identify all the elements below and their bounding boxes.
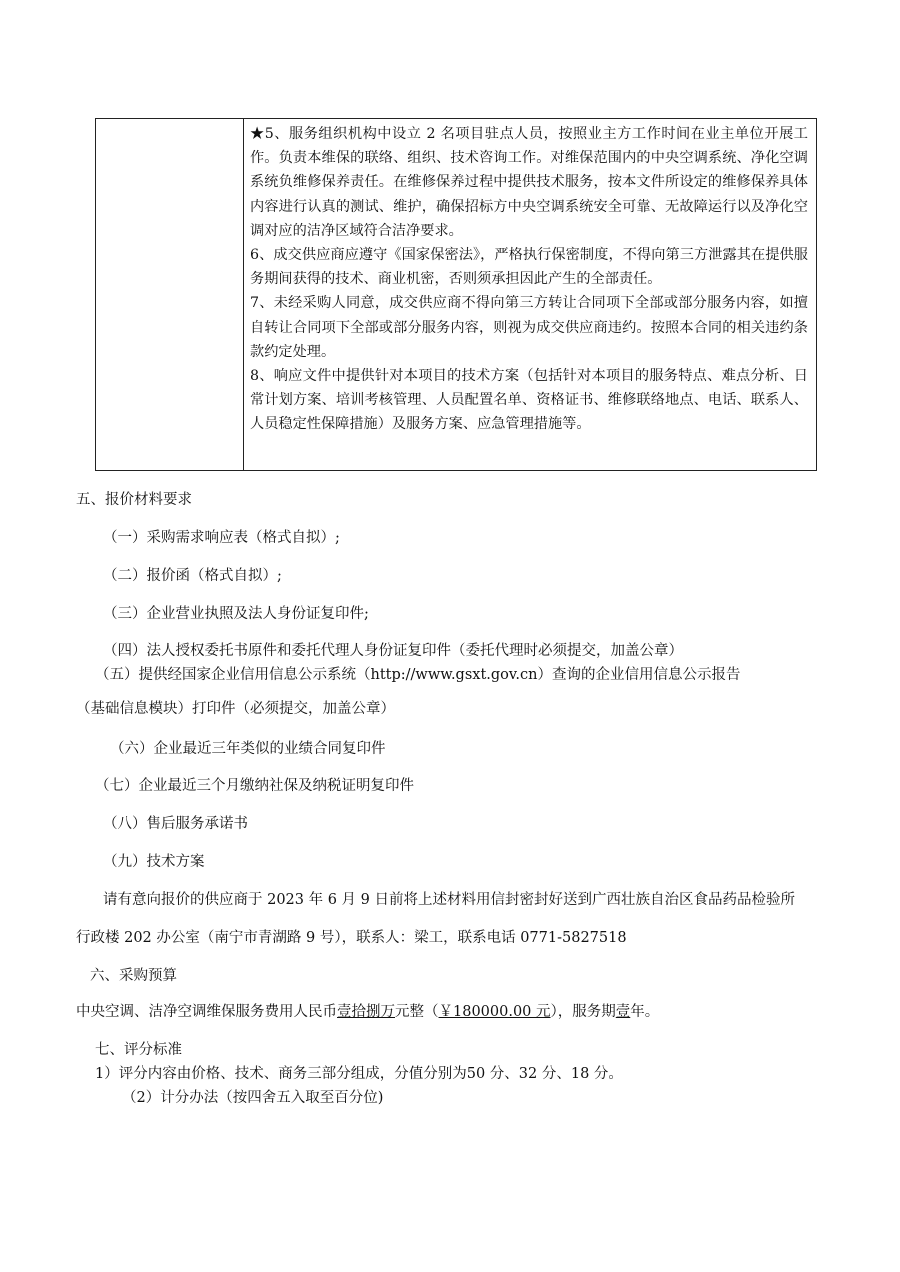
requirements-table: [95, 118, 817, 471]
budget-prefix: 中央空调、洁净空调维保服务费用人民币: [76, 1004, 337, 1020]
requirement-item-5: ★5、服务组织机构中设立 2 名项目驻点人员，按照业主方工作时间在业主单位开展工作。负责本维保的联络、组织、技术咨询工作。对维保范围内的中央空调系统、净化空调系统负维修保养责任。在维修保养过程中提供技术服务，按本文件所设定的维修保养具体内容进行认真的测试、维护，确保招标方中央空调系统安全可靠、无故障运行以及净化空调对应的洁净区域符合洁净要求。: [250, 126, 808, 239]
budget-suffix: 年。: [630, 1004, 660, 1020]
section5-item-3: （三）企业营业执照及法人身份证复印件;: [103, 606, 369, 622]
budget-amount-figures: ￥180000.00 元: [438, 1004, 551, 1020]
requirements-content-cell: [244, 119, 816, 470]
section5-item-2: （二）报价函（格式自拟）;: [103, 568, 282, 584]
section5-item-4: （四）法人授权委托书原件和委托代理人身份证复印件（委托代理时必须提交，加盖公章）: [103, 643, 683, 659]
requirement-item-8: 8、响应文件中提供针对本项目的技术方案（包括针对本项目的服务特点、难点分析、日常计划方案、培训考核管理、人员配置名单、资格证书、维修联络地点、电话、联系人、人员稳定性保障措施）及服务方案、应急管理措施等。: [250, 368, 808, 433]
section6-heading: 六、采购预算: [90, 968, 177, 984]
budget-amount-words: 壹拾捌万: [337, 1004, 395, 1020]
budget-mid2: ），服务期: [550, 1004, 616, 1020]
section5-heading: 五、报价材料要求: [76, 492, 192, 508]
budget-statement: [76, 1000, 659, 1021]
section5-item-8: （八）售后服务承诺书: [103, 816, 248, 832]
section5-item-6: （六）企业最近三年类似的业绩合同复印件: [110, 741, 386, 757]
section5-item-9: （九）技术方案: [103, 854, 205, 870]
submission-instructions-line1: 请有意向报价的供应商于 2023 年 6 月 9 日前将上述材料用信封密封好送到广西壮族自治区食品药品检验所: [103, 892, 796, 908]
section5-item-5-cont: （基础信息模块）打印件（必须提交，加盖公章）: [76, 701, 395, 717]
section7-heading: 七、评分标准: [95, 1042, 182, 1058]
scoring-line1: 1）评分内容由价格、技术、商务三部分组成，分值分别为50 分、32 分、18 分。: [95, 1066, 623, 1082]
section5-item-5: （五）提供经国家企业信用信息公示系统（http://www.gsxt.gov.cn）查询的企业信用信息公示报告: [95, 667, 741, 683]
section5-item-7: （七）企业最近三个月缴纳社保及纳税证明复印件: [95, 778, 414, 794]
requirement-item-6: 6、成交供应商应遵守《国家保密法》，严格执行保密制度，不得向第三方泄露其在提供服务期间获得的技术、商业机密，否则须承担因此产生的全部责任。: [250, 247, 808, 288]
requirements-category-cell: [96, 119, 244, 470]
service-term: 壹: [615, 1004, 631, 1020]
submission-instructions-line2: 行政楼 202 办公室（南宁市青湖路 9 号），联系人：梁工，联系电话 0771-5827518: [76, 930, 627, 946]
scoring-line2: （2）计分办法（按四舍五入取至百分位): [122, 1090, 384, 1106]
section5-item-1: （一）采购需求响应表（格式自拟）;: [103, 530, 340, 546]
budget-mid1: 元整（: [395, 1004, 439, 1020]
requirement-item-7: 7、未经采购人同意，成交供应商不得向第三方转让合同项下全部或部分服务内容，如擅自转让合同项下全部或部分服务内容，则视为成交供应商违约。按照本合同的相关违约条款约定处理。: [250, 295, 808, 360]
